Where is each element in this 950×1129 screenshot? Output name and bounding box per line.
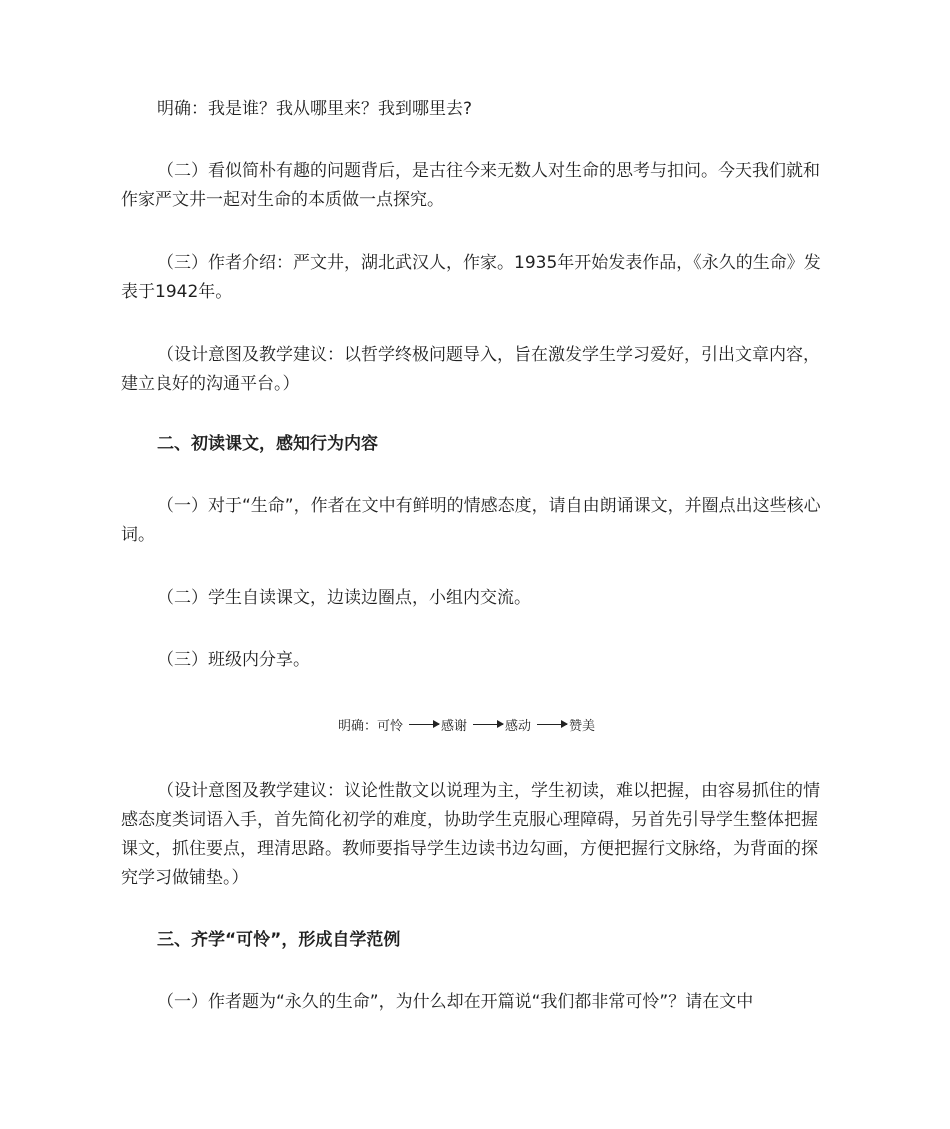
flow-step-3: 感动 <box>505 718 532 734</box>
paragraph-author-intro: （三）作者介绍：严文井，湖北武汉人，作家。1935年开始发表作品，《永久的生命》发表于1942年。 <box>121 253 821 302</box>
paragraph-intro-explore: （二）看似简朴有趣的问题背后，是古往今来无数人对生命的思考与扣问。今天我们就和作家严文井一起对生命的本质做一点探究。 <box>121 161 820 210</box>
paragraph-design-note-2: （设计意图及教学建议：议论性散文以说理为主，学生初读，难以把握，由容易抓住的情感态度类词语入手，首先简化初学的难度，协助学生克服心理障碍，另首先引导学生整体把握课文，抓住要点，理清思路。教师要指导学生边读书边勾画，方便把握行文脉络，为背面的探究学习做铺垫。） <box>121 781 820 888</box>
arrow-right-icon <box>537 724 567 725</box>
section-heading-2: 二、初读课文，感知行为内容 <box>157 434 378 454</box>
arrow-right-icon <box>473 724 503 725</box>
flow-step-2: 感谢 <box>441 718 468 734</box>
section-heading-3: 三、齐学“可怜”，形成自学范例 <box>157 930 401 950</box>
paragraph-task-2: （二）学生自读课文，边读边圈点，小组内交流。 <box>157 588 531 608</box>
answer-questions: 明确：我是谁？我从哪里来？我到哪里去? <box>157 99 473 119</box>
flow-step-4: 赞美 <box>569 718 596 734</box>
paragraph-question-1: （一）作者题为“永久的生命”，为什么却在开篇说“我们都非常可怜”？请在文中 <box>157 992 754 1012</box>
paragraph-design-note-1: （设计意图及教学建议：以哲学终极问题导入，旨在激发学生学习爱好，引出文章内容，建立良好的沟通平台。） <box>121 345 820 394</box>
paragraph-task-1: （一）对于“生命”，作者在文中有鲜明的情感态度，请自由朗诵课文，并圈点出这些核心词。 <box>121 496 821 545</box>
flow-lead: 明确：可怜 <box>338 718 404 734</box>
paragraph-task-3: （三）班级内分享。 <box>157 650 310 670</box>
emotion-flow-diagram <box>338 712 595 736</box>
arrow-right-icon <box>409 724 439 725</box>
